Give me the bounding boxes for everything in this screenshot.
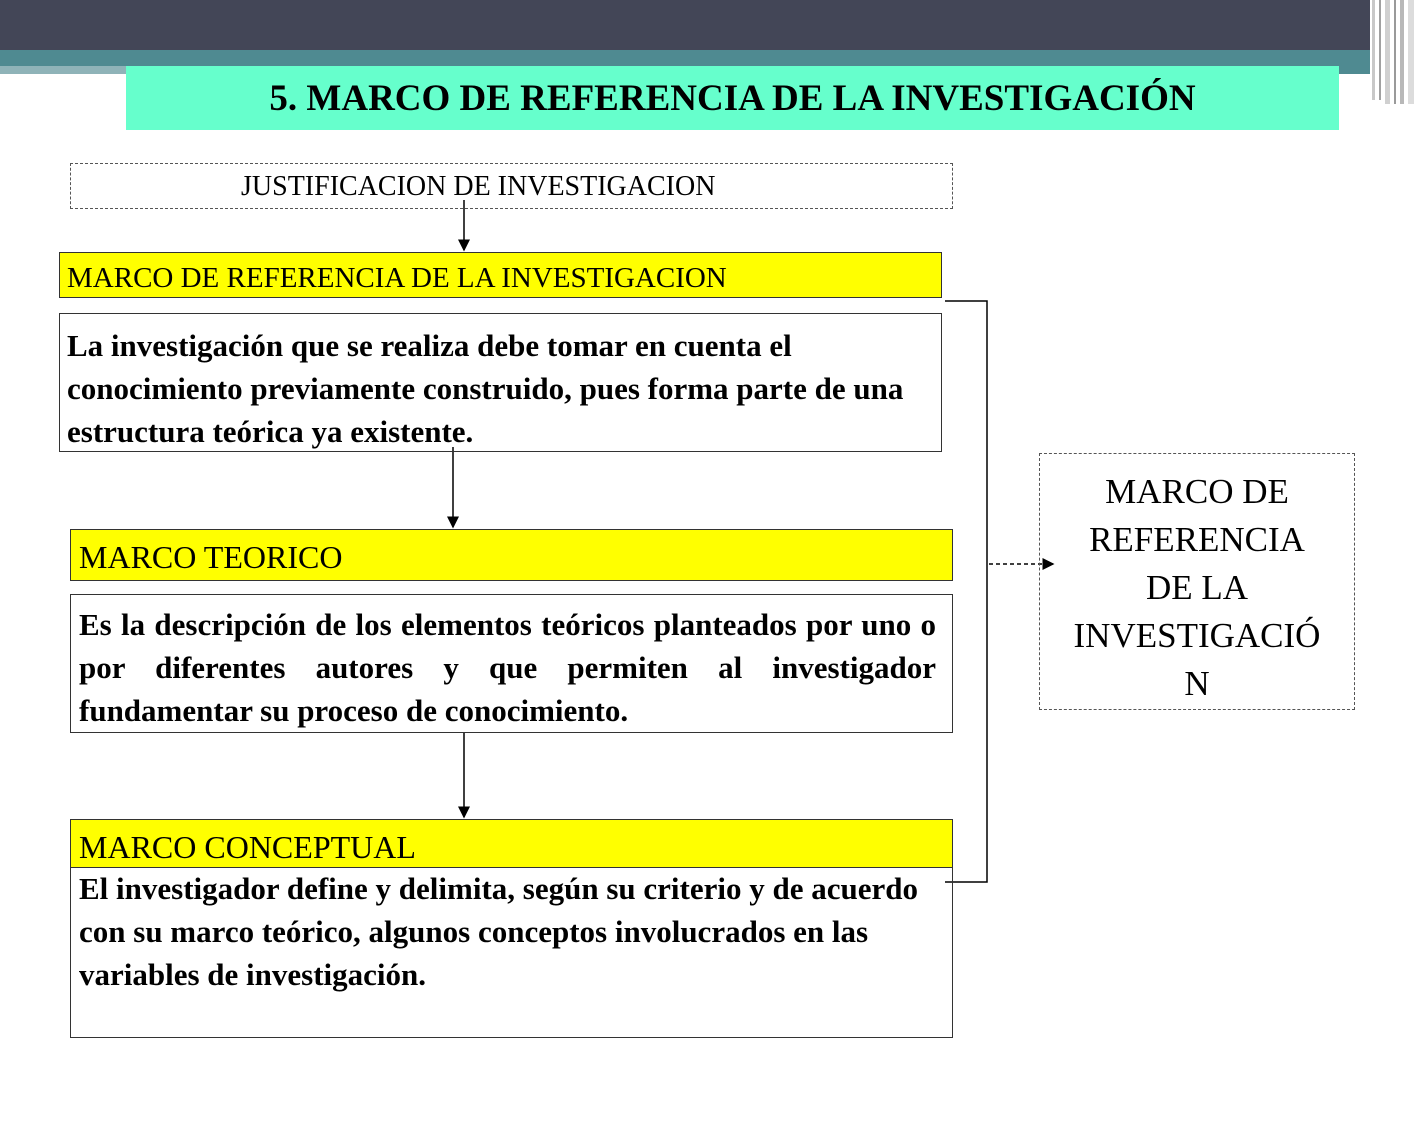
side-box-line: INVESTIGACIÓ: [1073, 616, 1321, 655]
marco-referencia-description: La investigación que se realiza debe tomar en cuenta el conocimiento previamente construido, pues forma parte de una estructura teórica ya existente.: [59, 313, 942, 452]
marco-referencia-side-box: [1039, 453, 1355, 710]
marco-teorico-description: Es la descripción de los elementos teóricos planteados por uno o por diferentes autores y que permiten al investigador fundamentar su proceso de conocimiento.: [70, 594, 953, 733]
marco-teorico-label: MARCO TEORICO: [79, 539, 343, 575]
side-box-line: REFERENCIA: [1089, 520, 1305, 559]
marco-conceptual-description: El investigador define y delimita, según su criterio y de acuerdo con su marco teórico, algunos conceptos involucrados en las variables de investigación.: [70, 867, 953, 1038]
bracket-line: [945, 301, 987, 882]
side-box-line: MARCO DE: [1105, 472, 1289, 511]
marco-conceptual-label: MARCO CONCEPTUAL: [79, 829, 416, 865]
marco-referencia-label: MARCO DE REFERENCIA DE LA INVESTIGACION: [67, 262, 727, 294]
marco-teorico-header: [70, 529, 953, 581]
justificacion-box: [70, 163, 953, 209]
side-box-line: N: [1184, 664, 1210, 703]
marco-conceptual-header: [70, 819, 953, 868]
marco-referencia-header: [59, 252, 942, 298]
justificacion-label: JUSTIFICACION DE INVESTIGACION: [241, 171, 716, 202]
side-box-line: DE LA: [1145, 568, 1249, 607]
slide-title-text: 5. MARCO DE REFERENCIA DE LA INVESTIGACIÓN: [269, 77, 1196, 119]
